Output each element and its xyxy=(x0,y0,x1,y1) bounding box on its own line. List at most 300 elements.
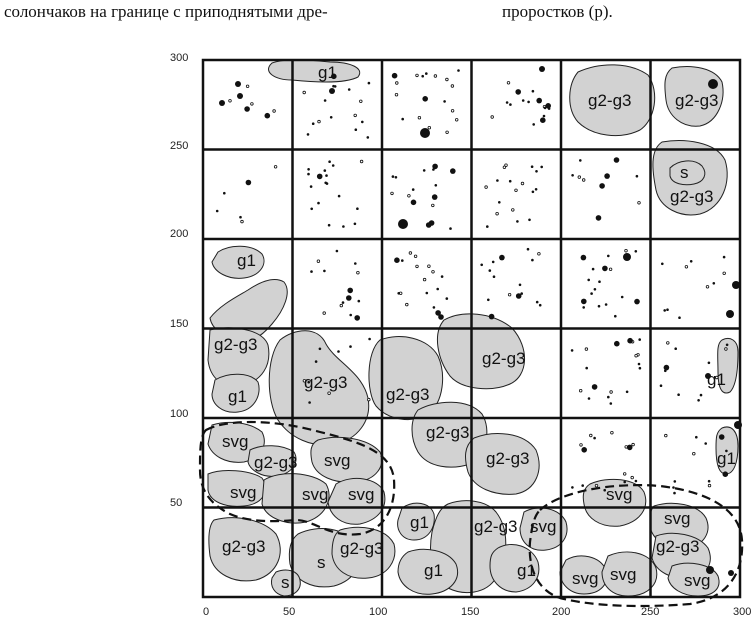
plant-dot xyxy=(310,270,313,273)
plant-dot xyxy=(330,116,333,119)
plant-dot xyxy=(441,275,444,278)
plant-dot xyxy=(485,186,488,189)
plant-dot xyxy=(397,292,400,295)
plant-dot xyxy=(328,224,331,227)
plant-dot xyxy=(590,434,593,437)
x-tick-150: 150 xyxy=(461,606,480,618)
plant-dot xyxy=(610,402,613,405)
plant-dot xyxy=(323,270,326,273)
plant-blob xyxy=(235,81,241,87)
plant-dot xyxy=(358,300,361,303)
plant-dot xyxy=(614,157,620,163)
plant-dot xyxy=(638,338,641,341)
plant-dot xyxy=(509,180,512,183)
plant-blob xyxy=(732,281,740,289)
plant-dot xyxy=(592,268,595,271)
label-g2g3-bottom-mid: g2-g3 xyxy=(340,539,384,558)
plant-dot xyxy=(317,260,320,263)
plant-dot xyxy=(540,117,546,123)
label-g1-bottom-b: g1 xyxy=(424,561,443,580)
label-svg-bottom-right: svg xyxy=(664,509,691,528)
plant-dot xyxy=(308,401,311,404)
plant-dot xyxy=(455,119,458,122)
plant-dot xyxy=(635,250,638,253)
plant-dot xyxy=(499,255,505,261)
plant-dot xyxy=(432,271,435,274)
plant-dot xyxy=(406,303,409,306)
plant-dot xyxy=(588,397,591,400)
plant-dot xyxy=(342,225,345,228)
x-tick-100: 100 xyxy=(369,606,388,618)
plant-dot xyxy=(307,168,310,171)
plant-dot xyxy=(446,297,449,300)
plant-dot xyxy=(401,259,404,262)
plant-dot xyxy=(693,452,696,455)
plant-dot xyxy=(251,103,254,106)
plant-dot xyxy=(704,442,707,445)
plant-dot xyxy=(422,96,428,102)
plant-dot xyxy=(580,444,583,447)
plant-dot xyxy=(354,114,357,117)
plant-dot xyxy=(315,360,318,363)
plant-dot xyxy=(338,195,341,198)
y-tick-100: 100 xyxy=(170,408,189,420)
plant-dot xyxy=(660,384,663,387)
plant-dot xyxy=(216,210,219,213)
plant-dot xyxy=(713,282,716,285)
plant-dot xyxy=(708,484,711,487)
label-g2g3-center-left: g2-g3 xyxy=(304,373,348,392)
plant-dot xyxy=(582,179,585,182)
plant-dot xyxy=(357,271,360,274)
plant-dot xyxy=(401,118,404,121)
plant-dot xyxy=(532,123,535,126)
plant-dot xyxy=(421,75,424,78)
patch-g1-top xyxy=(269,60,360,82)
plant-dot xyxy=(368,82,371,85)
plant-dot xyxy=(325,174,328,177)
plant-dot xyxy=(319,348,322,351)
plant-dot xyxy=(665,434,668,437)
label-g2g3-top-b: g2-g3 xyxy=(675,91,719,110)
plant-dot xyxy=(446,131,449,134)
plant-blob xyxy=(539,66,545,72)
plant-dot xyxy=(725,348,728,351)
label-s-small: s xyxy=(281,573,290,592)
plant-dot xyxy=(522,99,525,102)
plant-dot xyxy=(451,85,454,88)
label-g2g3-small-left: g2-g3 xyxy=(254,453,298,472)
plant-dot xyxy=(342,301,345,304)
plant-dot xyxy=(581,484,584,487)
plant-dot xyxy=(607,396,610,399)
plant-blob xyxy=(219,100,225,106)
label-svg-top-right-bottom: svg xyxy=(606,485,633,504)
plant-dot xyxy=(324,169,327,172)
label-g2g3-top-a: g2-g3 xyxy=(588,91,632,110)
plant-dot xyxy=(435,310,441,316)
label-g1-top: g1 xyxy=(318,63,337,82)
plant-dot xyxy=(432,204,435,207)
plant-blob xyxy=(726,310,734,318)
plant-dot xyxy=(595,484,598,487)
y-tick-200: 200 xyxy=(170,228,189,240)
plant-dot xyxy=(571,486,574,489)
plant-dot xyxy=(605,303,608,306)
plant-dot xyxy=(354,315,360,321)
label-svg-bottom-a: svg xyxy=(530,517,557,536)
plant-dot xyxy=(355,128,358,131)
label-g2g3-center-right: g2-g3 xyxy=(482,349,526,368)
plant-dot xyxy=(532,90,535,93)
label-s-right: s xyxy=(680,163,689,182)
plant-dot xyxy=(392,175,395,178)
plant-dot xyxy=(360,160,363,163)
plant-dot xyxy=(418,116,421,119)
x-tick-250: 250 xyxy=(641,606,660,618)
plant-blob xyxy=(734,421,742,429)
plant-dot xyxy=(726,344,729,347)
plant-dot xyxy=(593,437,596,440)
plant-dot xyxy=(536,98,542,104)
plant-dot xyxy=(503,166,506,169)
plant-dot xyxy=(585,367,588,370)
plant-dot xyxy=(638,363,641,366)
plant-dot xyxy=(538,253,541,256)
plant-dot xyxy=(426,222,432,228)
plant-dot xyxy=(509,103,512,106)
label-g2g3-right: g2-g3 xyxy=(670,187,714,206)
plant-dot xyxy=(324,99,327,102)
plant-dot xyxy=(627,445,633,451)
plant-dot xyxy=(436,288,439,291)
plant-dot xyxy=(356,207,359,210)
plant-dot xyxy=(674,347,677,350)
plant-dot xyxy=(360,100,363,103)
plant-dot xyxy=(626,391,629,394)
label-g1-bottom-c: g1 xyxy=(517,561,536,580)
plant-dot xyxy=(571,174,574,177)
plant-dot xyxy=(723,272,726,275)
plant-dot xyxy=(391,192,394,195)
plant-dot xyxy=(346,295,352,301)
plant-dot xyxy=(416,74,419,77)
plant-dot xyxy=(664,370,667,373)
plant-dot xyxy=(673,492,676,495)
plant-dot xyxy=(368,338,371,341)
plant-dot xyxy=(663,309,666,312)
plant-dot xyxy=(639,367,642,370)
plant-dot xyxy=(614,341,620,347)
label-svg-center-right: svg xyxy=(348,485,375,504)
plant-dot xyxy=(432,168,435,171)
label-g2g3-bottom-left: g2-g3 xyxy=(222,537,266,556)
plant-dot xyxy=(528,219,531,222)
plant-dot xyxy=(598,280,601,283)
plant-dot xyxy=(708,480,711,483)
plant-dot xyxy=(678,316,681,319)
label-g2g3-bottom-center: g2-g3 xyxy=(474,517,518,536)
plant-dot xyxy=(340,304,343,307)
plant-dot xyxy=(449,227,452,230)
plant-dot xyxy=(336,250,339,253)
plant-blob xyxy=(623,253,631,261)
plant-dot xyxy=(317,202,320,205)
plant-dot xyxy=(361,121,364,124)
plant-dot xyxy=(609,268,612,271)
plant-dot xyxy=(244,106,250,112)
plant-blob xyxy=(329,88,335,94)
y-tick-250: 250 xyxy=(170,140,189,152)
plant-dot xyxy=(498,201,501,204)
plant-dot xyxy=(677,393,680,396)
label-g1-bottom-a: g1 xyxy=(410,513,429,532)
plant-dot xyxy=(347,288,353,294)
plant-dot xyxy=(246,85,249,88)
plant-dot xyxy=(512,209,515,212)
plant-dot xyxy=(535,188,538,191)
plant-dot xyxy=(661,263,664,266)
label-g2g3-mid-right: g2-g3 xyxy=(486,449,530,468)
plant-dot xyxy=(723,256,726,259)
plant-dot xyxy=(535,170,538,173)
plant-dot xyxy=(451,110,454,113)
plant-dot xyxy=(527,248,530,251)
plant-dot xyxy=(317,174,323,180)
plant-dot xyxy=(349,314,352,317)
plant-dot xyxy=(496,212,499,215)
label-g1-left: g1 xyxy=(228,387,247,406)
plant-dot xyxy=(307,173,310,176)
plant-dot xyxy=(531,165,534,168)
label-svg-bottom-c: svg xyxy=(610,565,637,584)
plant-dot xyxy=(332,164,335,167)
plant-dot xyxy=(274,166,277,169)
plant-dot xyxy=(368,398,371,401)
plant-dot xyxy=(519,284,522,287)
plant-dot xyxy=(428,265,431,268)
plant-dot xyxy=(636,175,639,178)
plant-dot xyxy=(492,261,495,264)
plant-dot xyxy=(631,476,634,479)
plant-dot xyxy=(578,176,581,179)
plant-dot xyxy=(446,78,449,81)
plant-dot xyxy=(414,255,417,258)
label-svg-left-bottom: svg xyxy=(230,483,257,502)
plant-dot xyxy=(598,305,601,308)
plant-dot xyxy=(493,275,496,278)
plant-blob xyxy=(398,219,408,229)
plant-dot xyxy=(531,259,534,262)
plant-dot xyxy=(585,348,588,351)
plant-dot xyxy=(592,384,598,390)
header-text-left: солончаков на границе с приподнятыми дре- xyxy=(4,2,328,21)
plant-dot xyxy=(396,82,399,85)
plant-dot xyxy=(581,447,587,453)
plant-dot xyxy=(706,286,709,289)
plant-dot xyxy=(303,91,306,94)
plant-dot xyxy=(634,299,640,305)
label-svg-center-left: svg xyxy=(302,485,329,504)
plant-dot xyxy=(685,266,688,269)
plant-dot xyxy=(265,113,271,119)
plant-dot xyxy=(223,192,226,195)
plant-dot xyxy=(571,349,574,352)
plant-dot xyxy=(328,392,331,395)
plant-dot xyxy=(425,72,428,75)
plant-dot xyxy=(349,345,352,348)
plant-dot xyxy=(581,255,587,261)
y-tick-50: 50 xyxy=(170,497,183,509)
plant-dot xyxy=(614,315,617,318)
plant-dot xyxy=(664,365,670,371)
plant-dot xyxy=(590,292,593,295)
plant-dot xyxy=(700,394,703,397)
plant-dot xyxy=(395,93,398,96)
plant-dot xyxy=(428,126,431,129)
plant-dot xyxy=(409,252,412,255)
label-g1-right-2: g1 xyxy=(717,449,736,468)
y-tick-300: 300 xyxy=(170,52,189,64)
plant-dot xyxy=(536,301,539,304)
plant-dot xyxy=(408,195,411,198)
plant-dot xyxy=(337,350,340,353)
plant-dot xyxy=(516,220,519,223)
x-tick-0: 0 xyxy=(203,606,210,618)
plant-dot xyxy=(610,391,613,394)
plant-dot xyxy=(607,255,610,258)
plant-dot xyxy=(508,293,511,296)
plant-dot xyxy=(674,480,677,483)
x-tick-300: 300 xyxy=(733,606,752,618)
plant-blob xyxy=(420,128,430,138)
plant-dot xyxy=(623,481,626,484)
plant-dot xyxy=(582,306,585,309)
plant-dot xyxy=(395,176,398,179)
label-svg-bottom-b: svg xyxy=(572,569,599,588)
plant-dot xyxy=(540,166,543,169)
plant-dot xyxy=(521,182,524,185)
plant-dot xyxy=(667,342,670,345)
plant-blob xyxy=(237,93,243,99)
plant-dot xyxy=(229,100,232,103)
plant-dot xyxy=(435,184,438,187)
plant-blob xyxy=(708,79,718,89)
plant-dot xyxy=(708,362,711,365)
plant-dot xyxy=(273,110,276,113)
plant-dot xyxy=(543,115,546,118)
plant-dot xyxy=(719,434,725,440)
plant-dot xyxy=(723,471,729,477)
plant-dot xyxy=(348,88,351,91)
plant-dot xyxy=(310,208,313,211)
plant-dot xyxy=(545,103,551,109)
plant-dot xyxy=(432,194,438,200)
label-g2g3-left: g2-g3 xyxy=(214,335,258,354)
plant-dot xyxy=(489,314,495,320)
header-text-right: проростков (p). xyxy=(502,2,613,21)
plant-dot xyxy=(412,188,415,191)
plant-dot xyxy=(697,399,700,402)
plant-dot xyxy=(506,101,509,104)
plant-dot xyxy=(635,354,638,357)
plant-dot xyxy=(480,264,483,267)
plant-dot xyxy=(434,75,437,78)
plant-dot xyxy=(539,304,542,307)
label-s-bottom: s xyxy=(317,553,326,572)
label-g1-mid-left: g1 xyxy=(237,251,256,270)
plant-dot xyxy=(326,182,329,185)
label-g2g3-mid: g2-g3 xyxy=(426,423,470,442)
plant-dot xyxy=(328,160,331,163)
label-g2g3-bottom-right: g2-g3 xyxy=(656,537,700,556)
plant-dot xyxy=(334,85,337,88)
plant-dot xyxy=(632,443,635,446)
plant-dot xyxy=(323,312,326,315)
plant-dot xyxy=(426,292,429,295)
plant-dot xyxy=(394,257,400,263)
plant-dot xyxy=(579,159,582,162)
plant-dot xyxy=(239,216,242,219)
plant-dot xyxy=(486,225,489,228)
plant-dot xyxy=(515,89,521,95)
label-g2g3-center: g2-g3 xyxy=(386,385,430,404)
plant-dot xyxy=(532,191,535,194)
label-g1-right: g1 xyxy=(707,370,726,389)
plant-dot xyxy=(695,436,698,439)
plant-dot xyxy=(515,189,518,192)
plant-dot xyxy=(594,288,597,291)
plant-dot xyxy=(621,296,624,299)
label-svg-bottom-corner: svg xyxy=(684,571,711,590)
plant-dot xyxy=(666,308,669,311)
plant-dot xyxy=(312,122,315,125)
plant-dot xyxy=(392,73,398,79)
plant-dot xyxy=(625,249,628,252)
plant-dot xyxy=(307,133,310,136)
plant-dot xyxy=(246,180,252,186)
x-tick-200: 200 xyxy=(552,606,571,618)
plant-dot xyxy=(507,82,510,85)
plant-dot xyxy=(241,220,244,223)
plant-dot xyxy=(690,260,693,263)
plant-dot xyxy=(450,168,456,174)
plant-dot xyxy=(635,480,638,483)
plant-dot xyxy=(457,69,460,72)
plant-dot xyxy=(423,169,426,172)
plant-dot xyxy=(443,100,446,103)
x-tick-50: 50 xyxy=(283,606,296,618)
plant-dot xyxy=(411,200,417,206)
plant-dot xyxy=(527,101,530,104)
plant-dot xyxy=(611,431,614,434)
plant-blob xyxy=(728,570,734,576)
plant-dot xyxy=(354,262,357,265)
plant-dot xyxy=(604,173,610,179)
plant-dot xyxy=(627,338,633,344)
plant-dot xyxy=(623,473,626,476)
plant-dot xyxy=(423,278,426,281)
label-svg-center-top: svg xyxy=(324,451,351,470)
plant-dot xyxy=(599,183,605,189)
plant-dot xyxy=(416,265,419,268)
plant-dot xyxy=(638,202,641,205)
plant-dot xyxy=(596,215,602,221)
plant-dot xyxy=(496,179,499,182)
label-svg-left: svg xyxy=(222,432,249,451)
plant-dot xyxy=(491,116,494,119)
plant-dot xyxy=(520,292,523,295)
